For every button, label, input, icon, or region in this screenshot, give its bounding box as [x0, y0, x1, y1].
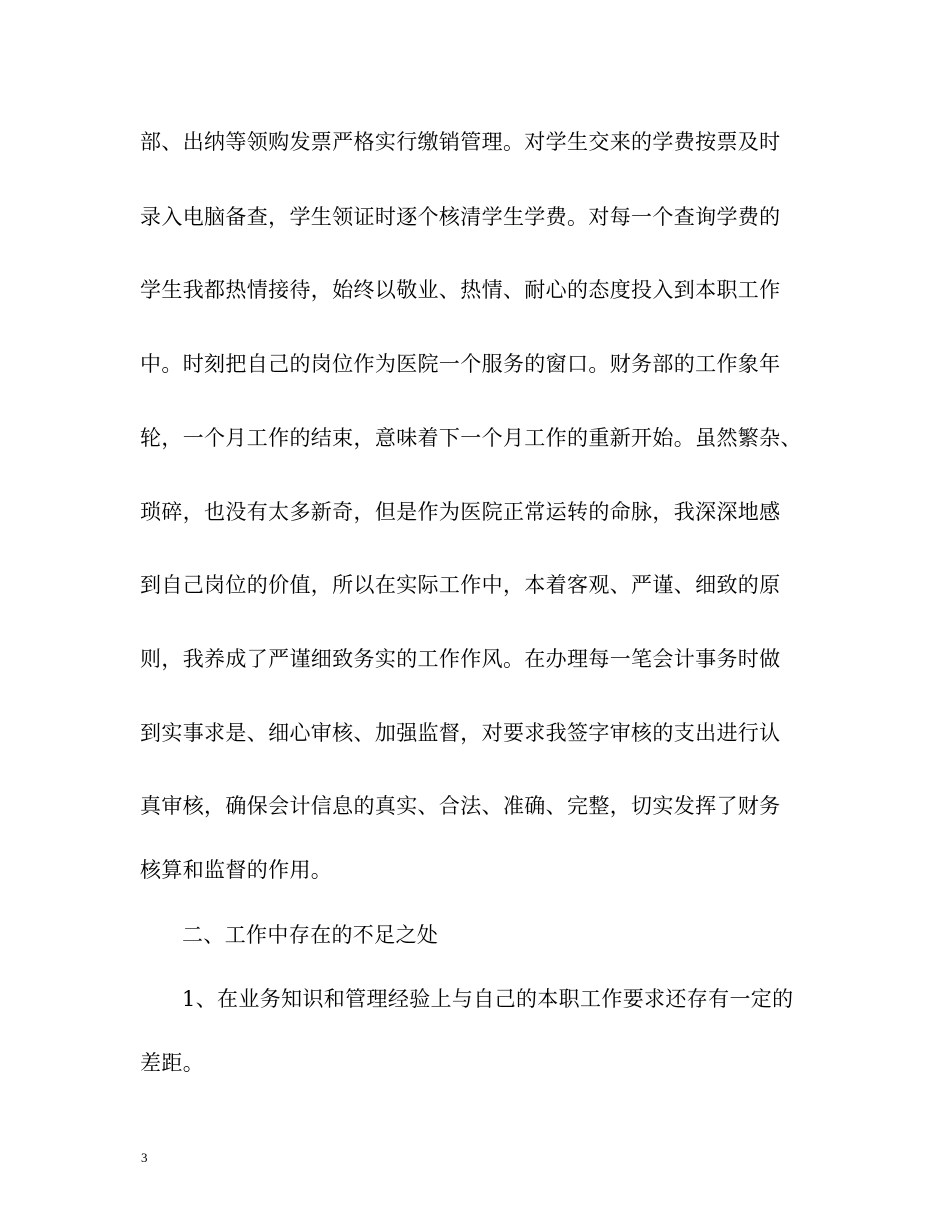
- section-heading: 二、工作中存在的不足之处: [182, 923, 439, 947]
- paragraph-line: 琐碎，也没有太多新奇，但是作为医院正常运转的命脉，我深深地感: [140, 500, 781, 524]
- paragraph-line: 核算和监督的作用。: [140, 858, 333, 882]
- paragraph-line: 到自己岗位的价值，所以在实际工作中，本着客观、严谨、细致的原: [140, 573, 781, 597]
- paragraph-line: 学生我都热情接待，始终以敬业、热情、耐心的态度投入到本职工作: [140, 278, 781, 302]
- paragraph-line: 轮，一个月工作的结束，意味着下一个月工作的重新开始。虽然繁杂、: [140, 426, 802, 450]
- paragraph-line: 部、出纳等领购发票严格实行缴销管理。对学生交来的学费按票及时: [140, 130, 781, 154]
- paragraph-line: 中。时刻把自己的岗位作为医院一个服务的窗口。财务部的工作象年: [140, 352, 781, 376]
- page-number: 3: [141, 1150, 148, 1165]
- paragraph-line: 则，我养成了严谨细致务实的工作作风。在办理每一笔会计事务时做: [140, 647, 781, 671]
- paragraph-line: 真审核，确保会计信息的真实、合法、准确、完整，切实发挥了财务: [140, 794, 781, 818]
- paragraph-line: 差距。: [140, 1051, 205, 1075]
- paragraph-line: 到实事求是、细心审核、加强监督，对要求我签字审核的支出进行认: [140, 721, 781, 745]
- list-item: 1、在业务知识和管理经验上与自己的本职工作要求还存有一定的: [182, 987, 794, 1011]
- paragraph-line: 录入电脑备查，学生领证时逐个核清学生学费。对每一个查询学费的: [140, 205, 781, 229]
